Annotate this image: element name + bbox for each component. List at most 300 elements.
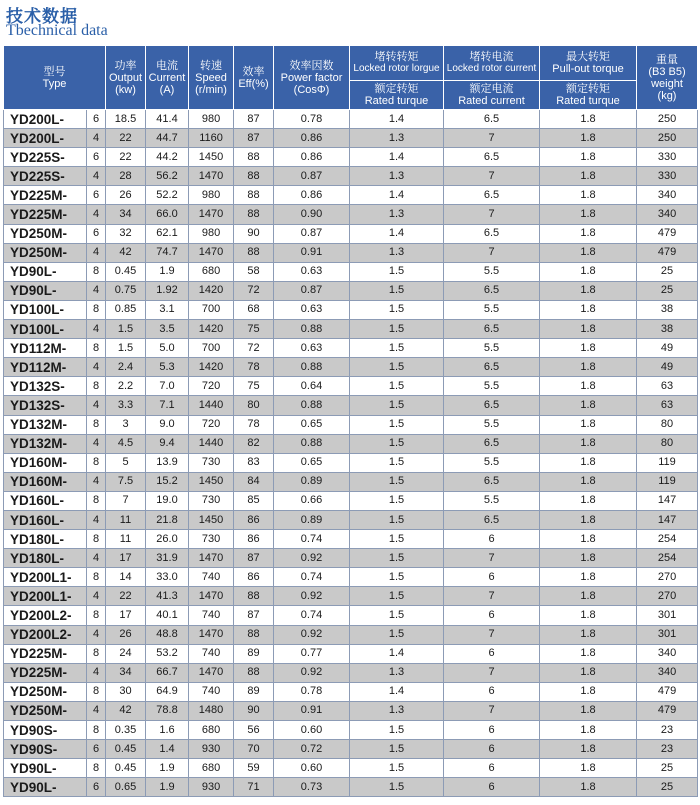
cell-eff: 87 bbox=[234, 549, 274, 568]
table-row bbox=[4, 205, 698, 224]
cell-output: 2.2 bbox=[106, 377, 146, 396]
table-row bbox=[4, 740, 698, 759]
technical-data-table bbox=[3, 45, 698, 797]
cell-eff: 88 bbox=[234, 587, 274, 606]
cell-poles: 4 bbox=[87, 663, 106, 682]
header-type: 型号 Type bbox=[4, 46, 106, 110]
cell-type: YD250M- bbox=[4, 701, 87, 720]
cell-max-torque: 1.8 bbox=[540, 453, 637, 472]
table-row bbox=[4, 644, 698, 663]
cell-current: 44.7 bbox=[146, 129, 189, 148]
cell-locked-torque: 1.5 bbox=[350, 415, 444, 434]
cell-poles: 4 bbox=[87, 625, 106, 644]
cell-eff: 78 bbox=[234, 358, 274, 377]
cell-power-factor: 0.66 bbox=[274, 491, 350, 510]
table-row bbox=[4, 167, 698, 186]
cell-speed: 1480 bbox=[189, 701, 234, 720]
header-power-factor: 效率因数 Power factor (CosΦ) bbox=[274, 46, 350, 110]
table-row bbox=[4, 510, 698, 529]
cell-poles: 4 bbox=[87, 320, 106, 339]
cell-current: 33.0 bbox=[146, 568, 189, 587]
cell-locked-current: 6.5 bbox=[444, 472, 540, 491]
cell-power-factor: 0.87 bbox=[274, 281, 350, 300]
cell-weight: 119 bbox=[637, 453, 698, 472]
cell-speed: 740 bbox=[189, 682, 234, 701]
cell-current: 41.3 bbox=[146, 587, 189, 606]
cell-locked-torque: 1.5 bbox=[350, 358, 444, 377]
cell-locked-torque: 1.5 bbox=[350, 320, 444, 339]
cell-speed: 1440 bbox=[189, 434, 234, 453]
cell-speed: 1420 bbox=[189, 358, 234, 377]
table-row bbox=[4, 759, 698, 778]
cell-output: 4.5 bbox=[106, 434, 146, 453]
cell-locked-current: 6.5 bbox=[444, 358, 540, 377]
cell-speed: 740 bbox=[189, 644, 234, 663]
cell-max-torque: 1.8 bbox=[540, 568, 637, 587]
cell-speed: 1450 bbox=[189, 510, 234, 529]
cell-eff: 88 bbox=[234, 205, 274, 224]
cell-eff: 59 bbox=[234, 759, 274, 778]
cell-current: 1.92 bbox=[146, 281, 189, 300]
cell-locked-torque: 1.5 bbox=[350, 740, 444, 759]
cell-weight: 80 bbox=[637, 415, 698, 434]
cell-speed: 930 bbox=[189, 740, 234, 759]
cell-output: 26 bbox=[106, 625, 146, 644]
cell-locked-current: 6 bbox=[444, 644, 540, 663]
cell-type: YD90L- bbox=[4, 262, 87, 281]
cell-poles: 6 bbox=[87, 778, 106, 797]
cell-power-factor: 0.60 bbox=[274, 721, 350, 740]
cell-speed: 1470 bbox=[189, 625, 234, 644]
cell-output: 3.3 bbox=[106, 396, 146, 415]
cell-locked-torque: 1.3 bbox=[350, 243, 444, 262]
cell-current: 15.2 bbox=[146, 472, 189, 491]
cell-type: YD225S- bbox=[4, 167, 87, 186]
cell-locked-current: 7 bbox=[444, 205, 540, 224]
cell-poles: 4 bbox=[87, 167, 106, 186]
cell-power-factor: 0.78 bbox=[274, 682, 350, 701]
cell-eff: 89 bbox=[234, 644, 274, 663]
cell-power-factor: 0.74 bbox=[274, 530, 350, 549]
cell-weight: 63 bbox=[637, 396, 698, 415]
cell-locked-torque: 1.5 bbox=[350, 759, 444, 778]
cell-eff: 87 bbox=[234, 129, 274, 148]
cell-locked-current: 7 bbox=[444, 167, 540, 186]
cell-output: 22 bbox=[106, 129, 146, 148]
cell-poles: 6 bbox=[87, 224, 106, 243]
page-title-zh: 技术数据 bbox=[6, 7, 78, 27]
cell-poles: 6 bbox=[87, 148, 106, 167]
cell-type: YD90L- bbox=[4, 759, 87, 778]
cell-speed: 1470 bbox=[189, 549, 234, 568]
cell-locked-torque: 1.5 bbox=[350, 721, 444, 740]
cell-poles: 8 bbox=[87, 415, 106, 434]
cell-locked-current: 5.5 bbox=[444, 491, 540, 510]
cell-locked-torque: 1.5 bbox=[350, 625, 444, 644]
cell-current: 1.9 bbox=[146, 778, 189, 797]
cell-type: YD200L- bbox=[4, 110, 87, 129]
cell-current: 64.9 bbox=[146, 682, 189, 701]
cell-locked-current: 6.5 bbox=[444, 396, 540, 415]
cell-type: YD180L- bbox=[4, 549, 87, 568]
cell-current: 56.2 bbox=[146, 167, 189, 186]
header-eff: 效率 Eff(%) bbox=[234, 46, 274, 110]
cell-locked-current: 6.5 bbox=[444, 148, 540, 167]
cell-locked-torque: 1.5 bbox=[350, 453, 444, 472]
cell-output: 0.45 bbox=[106, 759, 146, 778]
cell-power-factor: 0.89 bbox=[274, 510, 350, 529]
cell-power-factor: 0.92 bbox=[274, 549, 350, 568]
cell-max-torque: 1.8 bbox=[540, 110, 637, 129]
cell-output: 1.5 bbox=[106, 320, 146, 339]
cell-output: 7.5 bbox=[106, 472, 146, 491]
cell-type: YD90S- bbox=[4, 740, 87, 759]
cell-weight: 49 bbox=[637, 339, 698, 358]
cell-poles: 8 bbox=[87, 644, 106, 663]
table-row bbox=[4, 549, 698, 568]
cell-poles: 4 bbox=[87, 243, 106, 262]
cell-current: 52.2 bbox=[146, 186, 189, 205]
cell-output: 26 bbox=[106, 186, 146, 205]
cell-poles: 8 bbox=[87, 682, 106, 701]
cell-type: YD160L- bbox=[4, 491, 87, 510]
cell-locked-torque: 1.4 bbox=[350, 110, 444, 129]
cell-current: 31.9 bbox=[146, 549, 189, 568]
cell-eff: 90 bbox=[234, 224, 274, 243]
cell-speed: 1470 bbox=[189, 167, 234, 186]
cell-type: YD180L- bbox=[4, 530, 87, 549]
header-rated-current: 额定电流 Rated current bbox=[444, 81, 540, 110]
cell-max-torque: 1.8 bbox=[540, 129, 637, 148]
cell-current: 1.4 bbox=[146, 740, 189, 759]
cell-max-torque: 1.8 bbox=[540, 472, 637, 491]
cell-weight: 479 bbox=[637, 682, 698, 701]
cell-locked-torque: 1.5 bbox=[350, 606, 444, 625]
cell-weight: 479 bbox=[637, 243, 698, 262]
cell-current: 66.0 bbox=[146, 205, 189, 224]
cell-max-torque: 1.8 bbox=[540, 740, 637, 759]
cell-max-torque: 1.8 bbox=[540, 281, 637, 300]
cell-output: 2.4 bbox=[106, 358, 146, 377]
cell-poles: 4 bbox=[87, 281, 106, 300]
cell-eff: 75 bbox=[234, 320, 274, 339]
cell-output: 0.45 bbox=[106, 740, 146, 759]
cell-power-factor: 0.86 bbox=[274, 148, 350, 167]
cell-speed: 700 bbox=[189, 300, 234, 319]
cell-poles: 8 bbox=[87, 262, 106, 281]
cell-output: 17 bbox=[106, 549, 146, 568]
cell-speed: 930 bbox=[189, 778, 234, 797]
cell-eff: 72 bbox=[234, 281, 274, 300]
cell-poles: 4 bbox=[87, 701, 106, 720]
cell-weight: 25 bbox=[637, 759, 698, 778]
cell-weight: 147 bbox=[637, 510, 698, 529]
cell-current: 13.9 bbox=[146, 453, 189, 472]
cell-locked-current: 6.5 bbox=[444, 186, 540, 205]
cell-eff: 88 bbox=[234, 148, 274, 167]
table-row bbox=[4, 606, 698, 625]
cell-locked-current: 5.5 bbox=[444, 339, 540, 358]
cell-poles: 8 bbox=[87, 453, 106, 472]
header-locked-rotor-current: 堵转电流 Locked rotor current bbox=[444, 46, 540, 81]
cell-speed: 680 bbox=[189, 721, 234, 740]
cell-output: 5 bbox=[106, 453, 146, 472]
cell-output: 42 bbox=[106, 701, 146, 720]
cell-speed: 720 bbox=[189, 377, 234, 396]
header-max-torque: 最大转矩 Pull-out torque bbox=[540, 46, 637, 81]
cell-eff: 75 bbox=[234, 377, 274, 396]
cell-power-factor: 0.88 bbox=[274, 434, 350, 453]
cell-current: 26.0 bbox=[146, 530, 189, 549]
cell-power-factor: 0.86 bbox=[274, 186, 350, 205]
cell-output: 14 bbox=[106, 568, 146, 587]
cell-max-torque: 1.8 bbox=[540, 625, 637, 644]
cell-power-factor: 0.88 bbox=[274, 358, 350, 377]
cell-eff: 72 bbox=[234, 339, 274, 358]
cell-locked-torque: 1.5 bbox=[350, 434, 444, 453]
cell-poles: 4 bbox=[87, 358, 106, 377]
cell-speed: 1450 bbox=[189, 472, 234, 491]
cell-locked-torque: 1.3 bbox=[350, 167, 444, 186]
cell-weight: 340 bbox=[637, 644, 698, 663]
cell-eff: 86 bbox=[234, 510, 274, 529]
cell-output: 24 bbox=[106, 644, 146, 663]
cell-poles: 8 bbox=[87, 491, 106, 510]
table-row bbox=[4, 262, 698, 281]
cell-power-factor: 0.74 bbox=[274, 606, 350, 625]
cell-type: YD200L2- bbox=[4, 606, 87, 625]
cell-max-torque: 1.8 bbox=[540, 510, 637, 529]
table-row bbox=[4, 778, 698, 797]
cell-locked-torque: 1.5 bbox=[350, 396, 444, 415]
table-row bbox=[4, 224, 698, 243]
table-row bbox=[4, 396, 698, 415]
cell-locked-current: 6 bbox=[444, 721, 540, 740]
cell-locked-current: 7 bbox=[444, 129, 540, 148]
cell-poles: 4 bbox=[87, 510, 106, 529]
table-row bbox=[4, 186, 698, 205]
cell-eff: 83 bbox=[234, 453, 274, 472]
cell-locked-torque: 1.5 bbox=[350, 339, 444, 358]
cell-eff: 71 bbox=[234, 778, 274, 797]
cell-output: 34 bbox=[106, 205, 146, 224]
cell-weight: 80 bbox=[637, 434, 698, 453]
cell-power-factor: 0.63 bbox=[274, 300, 350, 319]
cell-output: 18.5 bbox=[106, 110, 146, 129]
cell-current: 74.7 bbox=[146, 243, 189, 262]
cell-locked-current: 6.5 bbox=[444, 224, 540, 243]
cell-poles: 8 bbox=[87, 606, 106, 625]
cell-max-torque: 1.8 bbox=[540, 663, 637, 682]
cell-weight: 340 bbox=[637, 205, 698, 224]
cell-locked-current: 6.5 bbox=[444, 110, 540, 129]
cell-speed: 1450 bbox=[189, 148, 234, 167]
cell-type: YD225M- bbox=[4, 663, 87, 682]
cell-weight: 38 bbox=[637, 320, 698, 339]
header-rated-torque-2: 额定转矩 Rated turque bbox=[540, 81, 637, 110]
cell-max-torque: 1.8 bbox=[540, 224, 637, 243]
cell-max-torque: 1.8 bbox=[540, 778, 637, 797]
cell-power-factor: 0.72 bbox=[274, 740, 350, 759]
cell-max-torque: 1.8 bbox=[540, 320, 637, 339]
cell-locked-current: 5.5 bbox=[444, 262, 540, 281]
cell-locked-current: 6.5 bbox=[444, 281, 540, 300]
cell-power-factor: 0.92 bbox=[274, 587, 350, 606]
cell-locked-torque: 1.4 bbox=[350, 682, 444, 701]
cell-current: 21.8 bbox=[146, 510, 189, 529]
cell-current: 1.6 bbox=[146, 721, 189, 740]
cell-weight: 301 bbox=[637, 606, 698, 625]
cell-output: 0.45 bbox=[106, 262, 146, 281]
cell-weight: 330 bbox=[637, 148, 698, 167]
cell-type: YD90L- bbox=[4, 281, 87, 300]
cell-poles: 4 bbox=[87, 549, 106, 568]
table-row bbox=[4, 415, 698, 434]
cell-current: 1.9 bbox=[146, 759, 189, 778]
cell-locked-current: 6 bbox=[444, 568, 540, 587]
cell-speed: 1470 bbox=[189, 205, 234, 224]
cell-poles: 4 bbox=[87, 205, 106, 224]
cell-power-factor: 0.89 bbox=[274, 472, 350, 491]
cell-eff: 70 bbox=[234, 740, 274, 759]
cell-power-factor: 0.64 bbox=[274, 377, 350, 396]
cell-max-torque: 1.8 bbox=[540, 491, 637, 510]
table-row bbox=[4, 568, 698, 587]
cell-type: YD200L- bbox=[4, 129, 87, 148]
cell-locked-current: 7 bbox=[444, 701, 540, 720]
cell-output: 32 bbox=[106, 224, 146, 243]
cell-max-torque: 1.8 bbox=[540, 530, 637, 549]
cell-current: 5.3 bbox=[146, 358, 189, 377]
cell-power-factor: 0.74 bbox=[274, 568, 350, 587]
cell-speed: 700 bbox=[189, 339, 234, 358]
cell-locked-current: 5.5 bbox=[444, 453, 540, 472]
cell-eff: 88 bbox=[234, 167, 274, 186]
table-row bbox=[4, 339, 698, 358]
cell-poles: 6 bbox=[87, 740, 106, 759]
table-row bbox=[4, 148, 698, 167]
cell-power-factor: 0.86 bbox=[274, 129, 350, 148]
cell-weight: 38 bbox=[637, 300, 698, 319]
cell-output: 11 bbox=[106, 510, 146, 529]
cell-locked-torque: 1.5 bbox=[350, 510, 444, 529]
cell-type: YD200L2- bbox=[4, 625, 87, 644]
cell-output: 30 bbox=[106, 682, 146, 701]
cell-type: YD132S- bbox=[4, 396, 87, 415]
cell-locked-current: 6 bbox=[444, 778, 540, 797]
table-body bbox=[4, 110, 698, 797]
cell-output: 22 bbox=[106, 587, 146, 606]
cell-max-torque: 1.8 bbox=[540, 205, 637, 224]
table-row bbox=[4, 530, 698, 549]
cell-power-factor: 0.78 bbox=[274, 110, 350, 129]
cell-weight: 301 bbox=[637, 625, 698, 644]
cell-locked-current: 7 bbox=[444, 663, 540, 682]
cell-eff: 56 bbox=[234, 721, 274, 740]
cell-speed: 1470 bbox=[189, 243, 234, 262]
cell-eff: 68 bbox=[234, 300, 274, 319]
cell-max-torque: 1.8 bbox=[540, 243, 637, 262]
cell-power-factor: 0.91 bbox=[274, 701, 350, 720]
cell-current: 48.8 bbox=[146, 625, 189, 644]
cell-current: 3.1 bbox=[146, 300, 189, 319]
cell-eff: 58 bbox=[234, 262, 274, 281]
table-row bbox=[4, 129, 698, 148]
page-title-en: Tbechnical data bbox=[6, 22, 108, 39]
cell-poles: 4 bbox=[87, 587, 106, 606]
cell-eff: 85 bbox=[234, 491, 274, 510]
cell-locked-current: 5.5 bbox=[444, 415, 540, 434]
cell-power-factor: 0.92 bbox=[274, 663, 350, 682]
cell-weight: 250 bbox=[637, 129, 698, 148]
cell-poles: 8 bbox=[87, 721, 106, 740]
cell-type: YD225M- bbox=[4, 644, 87, 663]
cell-max-torque: 1.8 bbox=[540, 721, 637, 740]
cell-eff: 86 bbox=[234, 568, 274, 587]
cell-locked-torque: 1.4 bbox=[350, 148, 444, 167]
cell-current: 1.9 bbox=[146, 262, 189, 281]
cell-type: YD112M- bbox=[4, 358, 87, 377]
cell-weight: 25 bbox=[637, 262, 698, 281]
cell-type: YD112M- bbox=[4, 339, 87, 358]
cell-output: 0.75 bbox=[106, 281, 146, 300]
cell-poles: 8 bbox=[87, 339, 106, 358]
cell-current: 9.4 bbox=[146, 434, 189, 453]
cell-weight: 270 bbox=[637, 568, 698, 587]
cell-poles: 8 bbox=[87, 377, 106, 396]
cell-locked-torque: 1.5 bbox=[350, 491, 444, 510]
cell-current: 53.2 bbox=[146, 644, 189, 663]
cell-locked-torque: 1.4 bbox=[350, 224, 444, 243]
cell-output: 0.85 bbox=[106, 300, 146, 319]
cell-poles: 8 bbox=[87, 568, 106, 587]
cell-eff: 88 bbox=[234, 625, 274, 644]
cell-locked-current: 6 bbox=[444, 682, 540, 701]
cell-speed: 1420 bbox=[189, 281, 234, 300]
cell-output: 22 bbox=[106, 148, 146, 167]
cell-type: YD160M- bbox=[4, 453, 87, 472]
cell-weight: 340 bbox=[637, 663, 698, 682]
cell-power-factor: 0.60 bbox=[274, 759, 350, 778]
cell-locked-current: 6.5 bbox=[444, 434, 540, 453]
cell-weight: 63 bbox=[637, 377, 698, 396]
cell-eff: 86 bbox=[234, 530, 274, 549]
cell-current: 66.7 bbox=[146, 663, 189, 682]
cell-weight: 49 bbox=[637, 358, 698, 377]
cell-type: YD160L- bbox=[4, 510, 87, 529]
cell-current: 7.0 bbox=[146, 377, 189, 396]
cell-current: 7.1 bbox=[146, 396, 189, 415]
cell-output: 3 bbox=[106, 415, 146, 434]
cell-poles: 4 bbox=[87, 129, 106, 148]
table-row bbox=[4, 491, 698, 510]
cell-eff: 87 bbox=[234, 110, 274, 129]
cell-type: YD200L1- bbox=[4, 587, 87, 606]
cell-locked-current: 5.5 bbox=[444, 377, 540, 396]
cell-locked-torque: 1.5 bbox=[350, 530, 444, 549]
cell-locked-torque: 1.5 bbox=[350, 472, 444, 491]
cell-max-torque: 1.8 bbox=[540, 377, 637, 396]
cell-eff: 84 bbox=[234, 472, 274, 491]
table-row bbox=[4, 281, 698, 300]
cell-max-torque: 1.8 bbox=[540, 434, 637, 453]
cell-locked-torque: 1.3 bbox=[350, 663, 444, 682]
cell-poles: 8 bbox=[87, 300, 106, 319]
cell-eff: 80 bbox=[234, 396, 274, 415]
table-row bbox=[4, 110, 698, 129]
cell-poles: 4 bbox=[87, 472, 106, 491]
header-output: 功率 Output (kw) bbox=[106, 46, 146, 110]
